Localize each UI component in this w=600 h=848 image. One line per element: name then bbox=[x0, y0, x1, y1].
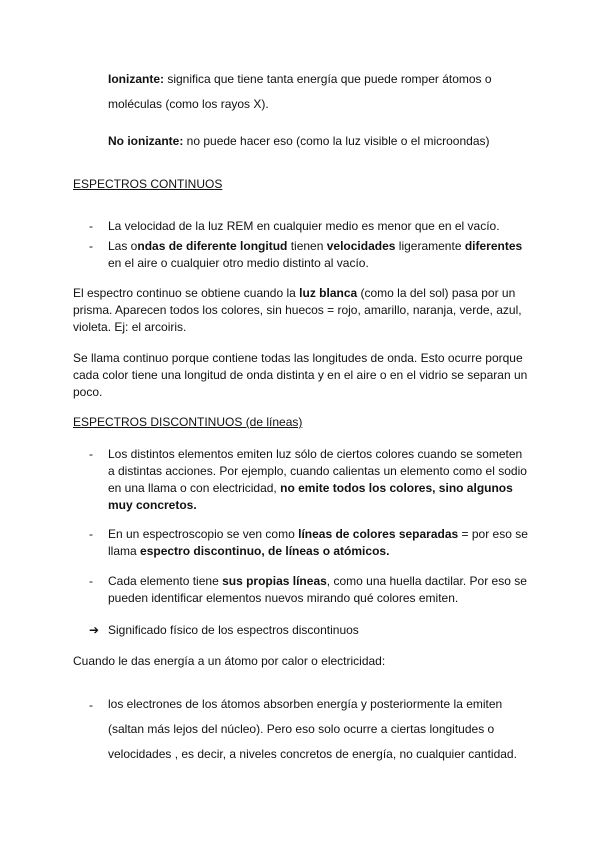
bullet-dash: - bbox=[89, 698, 93, 712]
bullet-dash: - bbox=[89, 527, 93, 541]
ionizante-term: Ionizante: bbox=[108, 72, 164, 86]
text-run: ligeramente bbox=[395, 239, 465, 253]
no-ionizante-text: no puede hacer eso (como la luz visible o el microondas) bbox=[183, 134, 490, 148]
bullet-dash: - bbox=[89, 239, 93, 253]
text-run: En un espectroscopio se ven como bbox=[108, 527, 299, 541]
text-run: en el aire o cualquier otro medio distinto al vacío. bbox=[108, 256, 369, 270]
text-run: tienen bbox=[287, 239, 327, 253]
bold-run: diferentes bbox=[464, 239, 523, 253]
bold-run: espectro discontinuo, de líneas o atómicos. bbox=[140, 544, 390, 558]
ionizante-definition bbox=[108, 67, 518, 117]
text-run: Los distintos elementos emiten luz sólo de ciertos colores cuando se someten a distintas acciones. Por ejemplo, cuando calientas un elemento como el sodio en una llama o con electricidad, bbox=[108, 447, 527, 495]
bold-run: sus propias líneas bbox=[222, 574, 327, 588]
heading-espectros-discontinuos: ESPECTROS DISCONTINUOS (de líneas) bbox=[73, 415, 303, 429]
text-run: Las o bbox=[108, 239, 138, 253]
text-run: El espectro continuo se obtiene cuando la bbox=[73, 286, 300, 300]
arrow-icon: ➔ bbox=[89, 623, 100, 637]
bold-run: no emite todos los colores, sino algunos muy concretos. bbox=[108, 481, 513, 512]
no-ionizante-term: No ionizante: bbox=[108, 134, 184, 148]
heading-espectros-continuos: ESPECTROS CONTINUOS bbox=[73, 177, 223, 191]
bold-run: luz blanca bbox=[299, 286, 358, 300]
bold-run: velocidades bbox=[326, 239, 396, 253]
text-run: Cada elemento tiene bbox=[108, 574, 223, 588]
arrow-item-significado: Significado físico de los espectros discontinuos bbox=[108, 623, 359, 637]
discontinuos-paragraph: Cuando le das energía a un átomo por calor o electricidad: bbox=[73, 654, 386, 668]
bullet-dash: - bbox=[89, 219, 93, 233]
text-run: = por eso se llama bbox=[108, 527, 528, 558]
ionizante-text: significa que tiene tanta energía que puede romper átomos o moléculas (como los rayos X). bbox=[108, 72, 492, 111]
continuos-paragraph-2: Se llama continuo porque contiene todas las longitudes de onda. Esto ocurre porque cada color tiene una longitud de onda distinta y en el aire o en el vidrio se separan un poco. bbox=[73, 351, 528, 399]
bold-run: líneas de colores separadas bbox=[298, 527, 459, 541]
text-run: (como la del sol) pasa por un prisma. Aparecen todos los colores, sin huecos = rojo, amarillo, naranja, verde, azul, violeta. Ej: el arcoiris. bbox=[73, 286, 522, 334]
bullet-dash: - bbox=[89, 574, 93, 588]
discontinuos-bullet-3 bbox=[108, 573, 528, 607]
discontinuos-bullet-2 bbox=[108, 526, 528, 560]
continuos-bullet-1: La velocidad de la luz REM en cualquier medio es menor que en el vacío. bbox=[108, 219, 500, 233]
discontinuos-bullet-1 bbox=[108, 446, 528, 514]
bold-run: ndas de diferente longitud bbox=[137, 239, 288, 253]
text-run: , como una huella dactilar. Por eso se pueden identificar elementos nuevos mirando qué colores emiten. bbox=[108, 574, 527, 605]
bullet-dash: - bbox=[89, 447, 93, 461]
continuos-bullet-2 bbox=[108, 238, 533, 272]
discontinuos-bullet-4: los electrones de los átomos absorben energía y posteriormente la emiten (saltan más lejos del núcleo). Pero eso solo ocurre a ciertas longitudes o velocidades , es decir, a niveles concretos de energía, no cualquier cantidad. bbox=[108, 697, 517, 761]
continuos-paragraph-1 bbox=[73, 285, 533, 336]
no-ionizante-definition bbox=[108, 133, 548, 150]
